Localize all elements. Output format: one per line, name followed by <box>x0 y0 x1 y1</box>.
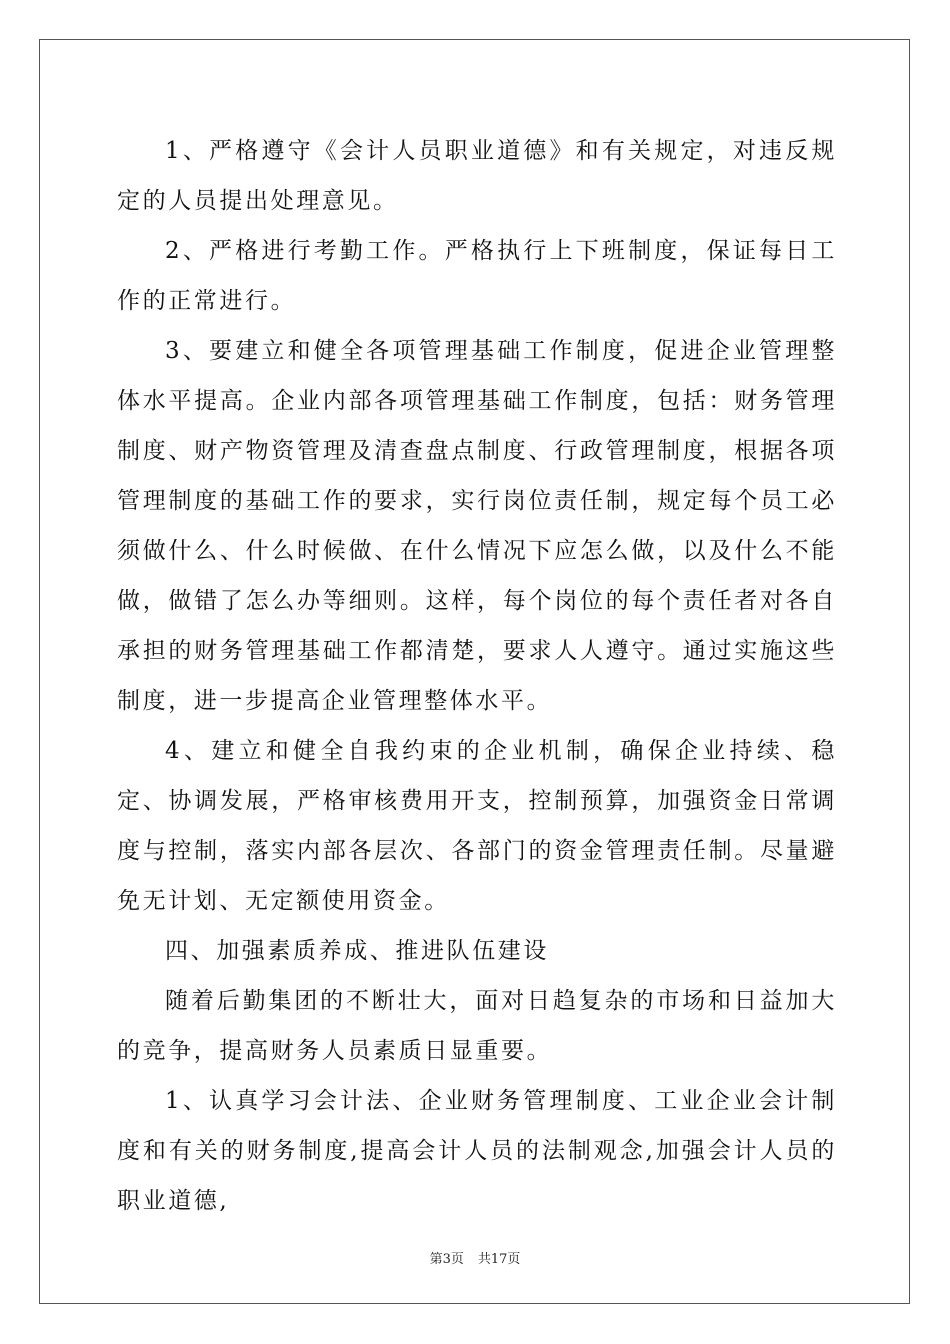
total-pages: 共17页 <box>477 1252 521 1267</box>
page-footer <box>0 1248 950 1267</box>
paragraph-item-4: 4、建立和健全自我约束的企业机制，确保企业持续、稳定、协调发展，严格审核费用开支，控制预算，加强资金日常调度与控制，落实内部各层次、各部门的资金管理责任制。尽量避免无计划、无定额使用资金。 <box>117 738 837 914</box>
section-heading: 四、加强素质养成、推进队伍建设 <box>165 938 549 964</box>
document-body <box>117 126 837 1226</box>
paragraph-intro: 随着后勤集团的不断壮大，面对日趋复杂的市场和日益加大的竞争，提高财务人员素质日显重要。 <box>117 988 837 1064</box>
paragraph-item-3: 3、要建立和健全各项管理基础工作制度，促进企业管理整体水平提高。企业内部各项管理基础工作制度，包括：财务管理制度、财产物资管理及清查盘点制度、行政管理制度，根据各项管理制度的基础工作的要求，实行岗位责任制，规定每个员工必须做什么、什么时候做、在什么情况下应怎么做，以及什么不能做，做错了怎么办等细则。这样，每个岗位的每个责任者对各自承担的财务管理基础工作都清楚，要求人人遵守。通过实施这些制度，进一步提高企业管理整体水平。 <box>117 338 837 714</box>
paragraph-item-1b: 1、认真学习会计法、企业财务管理制度、工业企业会计制度和有关的财务制度,提高会计人员的法制观念,加强会计人员的职业道德, <box>117 1088 837 1214</box>
paragraph-item-2: 2、严格进行考勤工作。严格执行上下班制度，保证每日工作的正常进行。 <box>117 238 837 314</box>
current-page-number: 第3页 <box>429 1252 464 1267</box>
paragraph-item-1: 1、严格遵守《会计人员职业道德》和有关规定，对违反规定的人员提出处理意见。 <box>117 138 837 214</box>
